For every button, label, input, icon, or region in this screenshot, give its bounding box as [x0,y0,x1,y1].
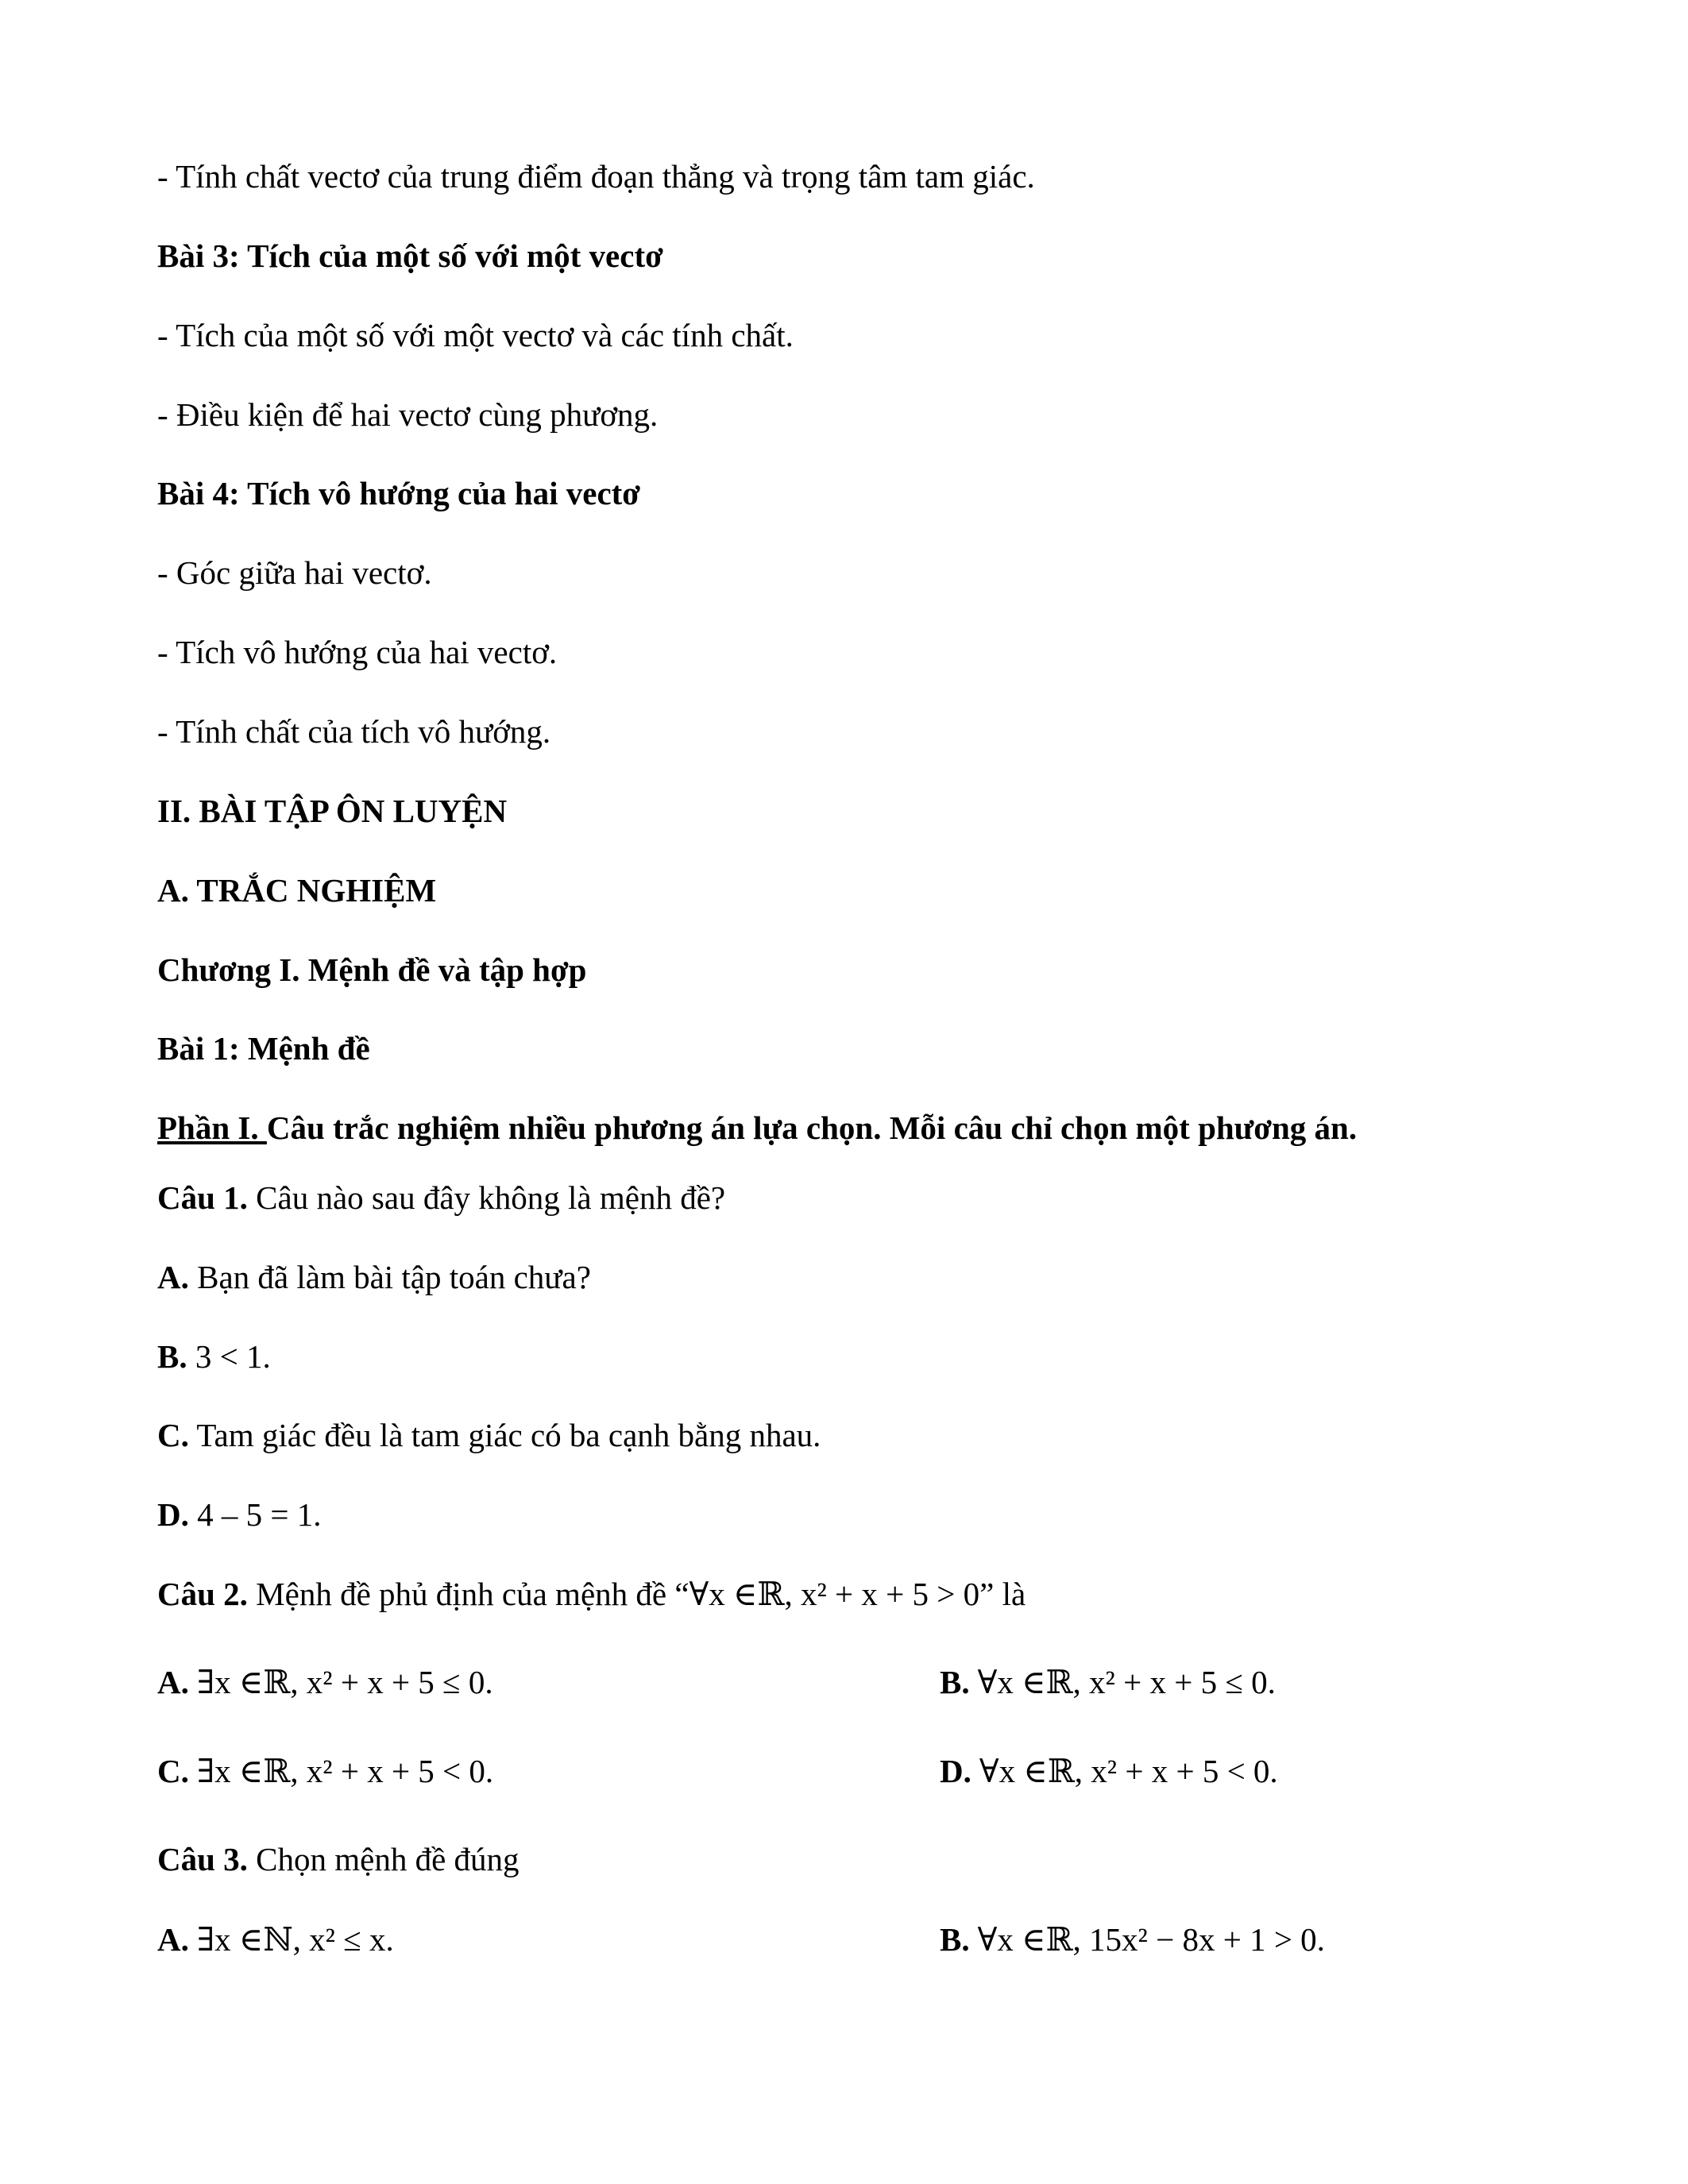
part-heading [157,1109,1357,1147]
option-label: D. [940,1753,971,1789]
option-b [157,1337,271,1376]
section2-heading: II. BÀI TẬP ÔN LUYỆN [157,793,508,829]
bai4-item: - Tích vô hướng của hai vectơ. [157,634,558,670]
option-math: ∃x ∈ℕ, x² ≤ x. [196,1921,394,1958]
question-3 [157,1840,520,1878]
bai4-item: - Góc giữa hai vectơ. [157,554,432,591]
option-a [157,1663,493,1701]
option-b [940,1920,1325,1958]
lesson-heading: Bài 1: Mệnh đề [157,1030,370,1067]
option-math: ∀x ∈ℝ, x² + x + 5 < 0. [979,1753,1278,1789]
sectionA-heading: A. TRẮC NGHIỆM [157,872,437,909]
part-text: Câu trắc nghiệm nhiều phương án lựa chọn. Mỗi câu chỉ chọn một phương án. [266,1109,1358,1146]
option-label: A. [157,1664,189,1700]
question-label: Câu 2. [157,1576,248,1612]
chapter-heading: Chương I. Mệnh đề và tập hợp [157,951,587,988]
question-label: Câu 3. [157,1841,248,1877]
bai3-item: - Điều kiện để hai vectơ cùng phương. [157,396,659,433]
option-d [940,1752,1278,1790]
option-c [157,1752,493,1790]
option-label: B. [940,1664,970,1700]
option-text: 4 – 5 = 1. [188,1496,322,1533]
option-text: Bạn đã làm bài tập toán chưa? [188,1259,591,1295]
option-c [157,1416,821,1454]
option-text: Tam giác đều là tam giác có ba cạnh bằng nhau. [188,1417,821,1453]
question-2 [157,1575,1026,1613]
question-text: Mệnh đề phủ định của mệnh đề “ [247,1576,689,1612]
question-suffix: ” là [979,1576,1026,1612]
option-label: B. [157,1338,187,1375]
bai4-heading: Bài 4: Tích vô hướng của hai vectơ [157,475,640,511]
option-label: D. [157,1496,189,1533]
option-a [157,1258,591,1296]
option-label: A. [157,1259,189,1295]
part-label: Phần I. [157,1109,267,1146]
option-a [157,1920,394,1958]
question-text: Câu nào sau đây không là mệnh đề? [247,1179,726,1216]
option-label: A. [157,1921,189,1958]
option-math: ∀x ∈ℝ, 15x² − 8x + 1 > 0. [977,1921,1325,1958]
option-d [157,1495,321,1534]
option-math: ∀x ∈ℝ, x² + x + 5 ≤ 0. [977,1664,1276,1700]
option-b [940,1663,1276,1701]
intro-line: - Tính chất vectơ của trung điểm đoạn thẳng và trọng tâm tam giác. [157,158,1035,195]
bai4-item: - Tính chất của tích vô hướng. [157,713,551,750]
question-label: Câu 1. [157,1179,248,1216]
option-label: C. [157,1417,189,1453]
option-label: B. [940,1921,970,1958]
option-label: C. [157,1753,189,1789]
question-1 [157,1179,725,1217]
option-text: 3 < 1. [187,1338,271,1375]
option-math: ∃x ∈ℝ, x² + x + 5 ≤ 0. [196,1664,493,1700]
bai3-item: - Tích của một số với một vectơ và các tính chất. [157,317,794,353]
math-statement: ∀x ∈ℝ, x² + x + 5 > 0 [689,1576,980,1612]
bai3-heading: Bài 3: Tích của một số với một vectơ [157,237,663,274]
option-math: ∃x ∈ℝ, x² + x + 5 < 0. [196,1753,494,1789]
question-text: Chọn mệnh đề đúng [247,1841,520,1877]
